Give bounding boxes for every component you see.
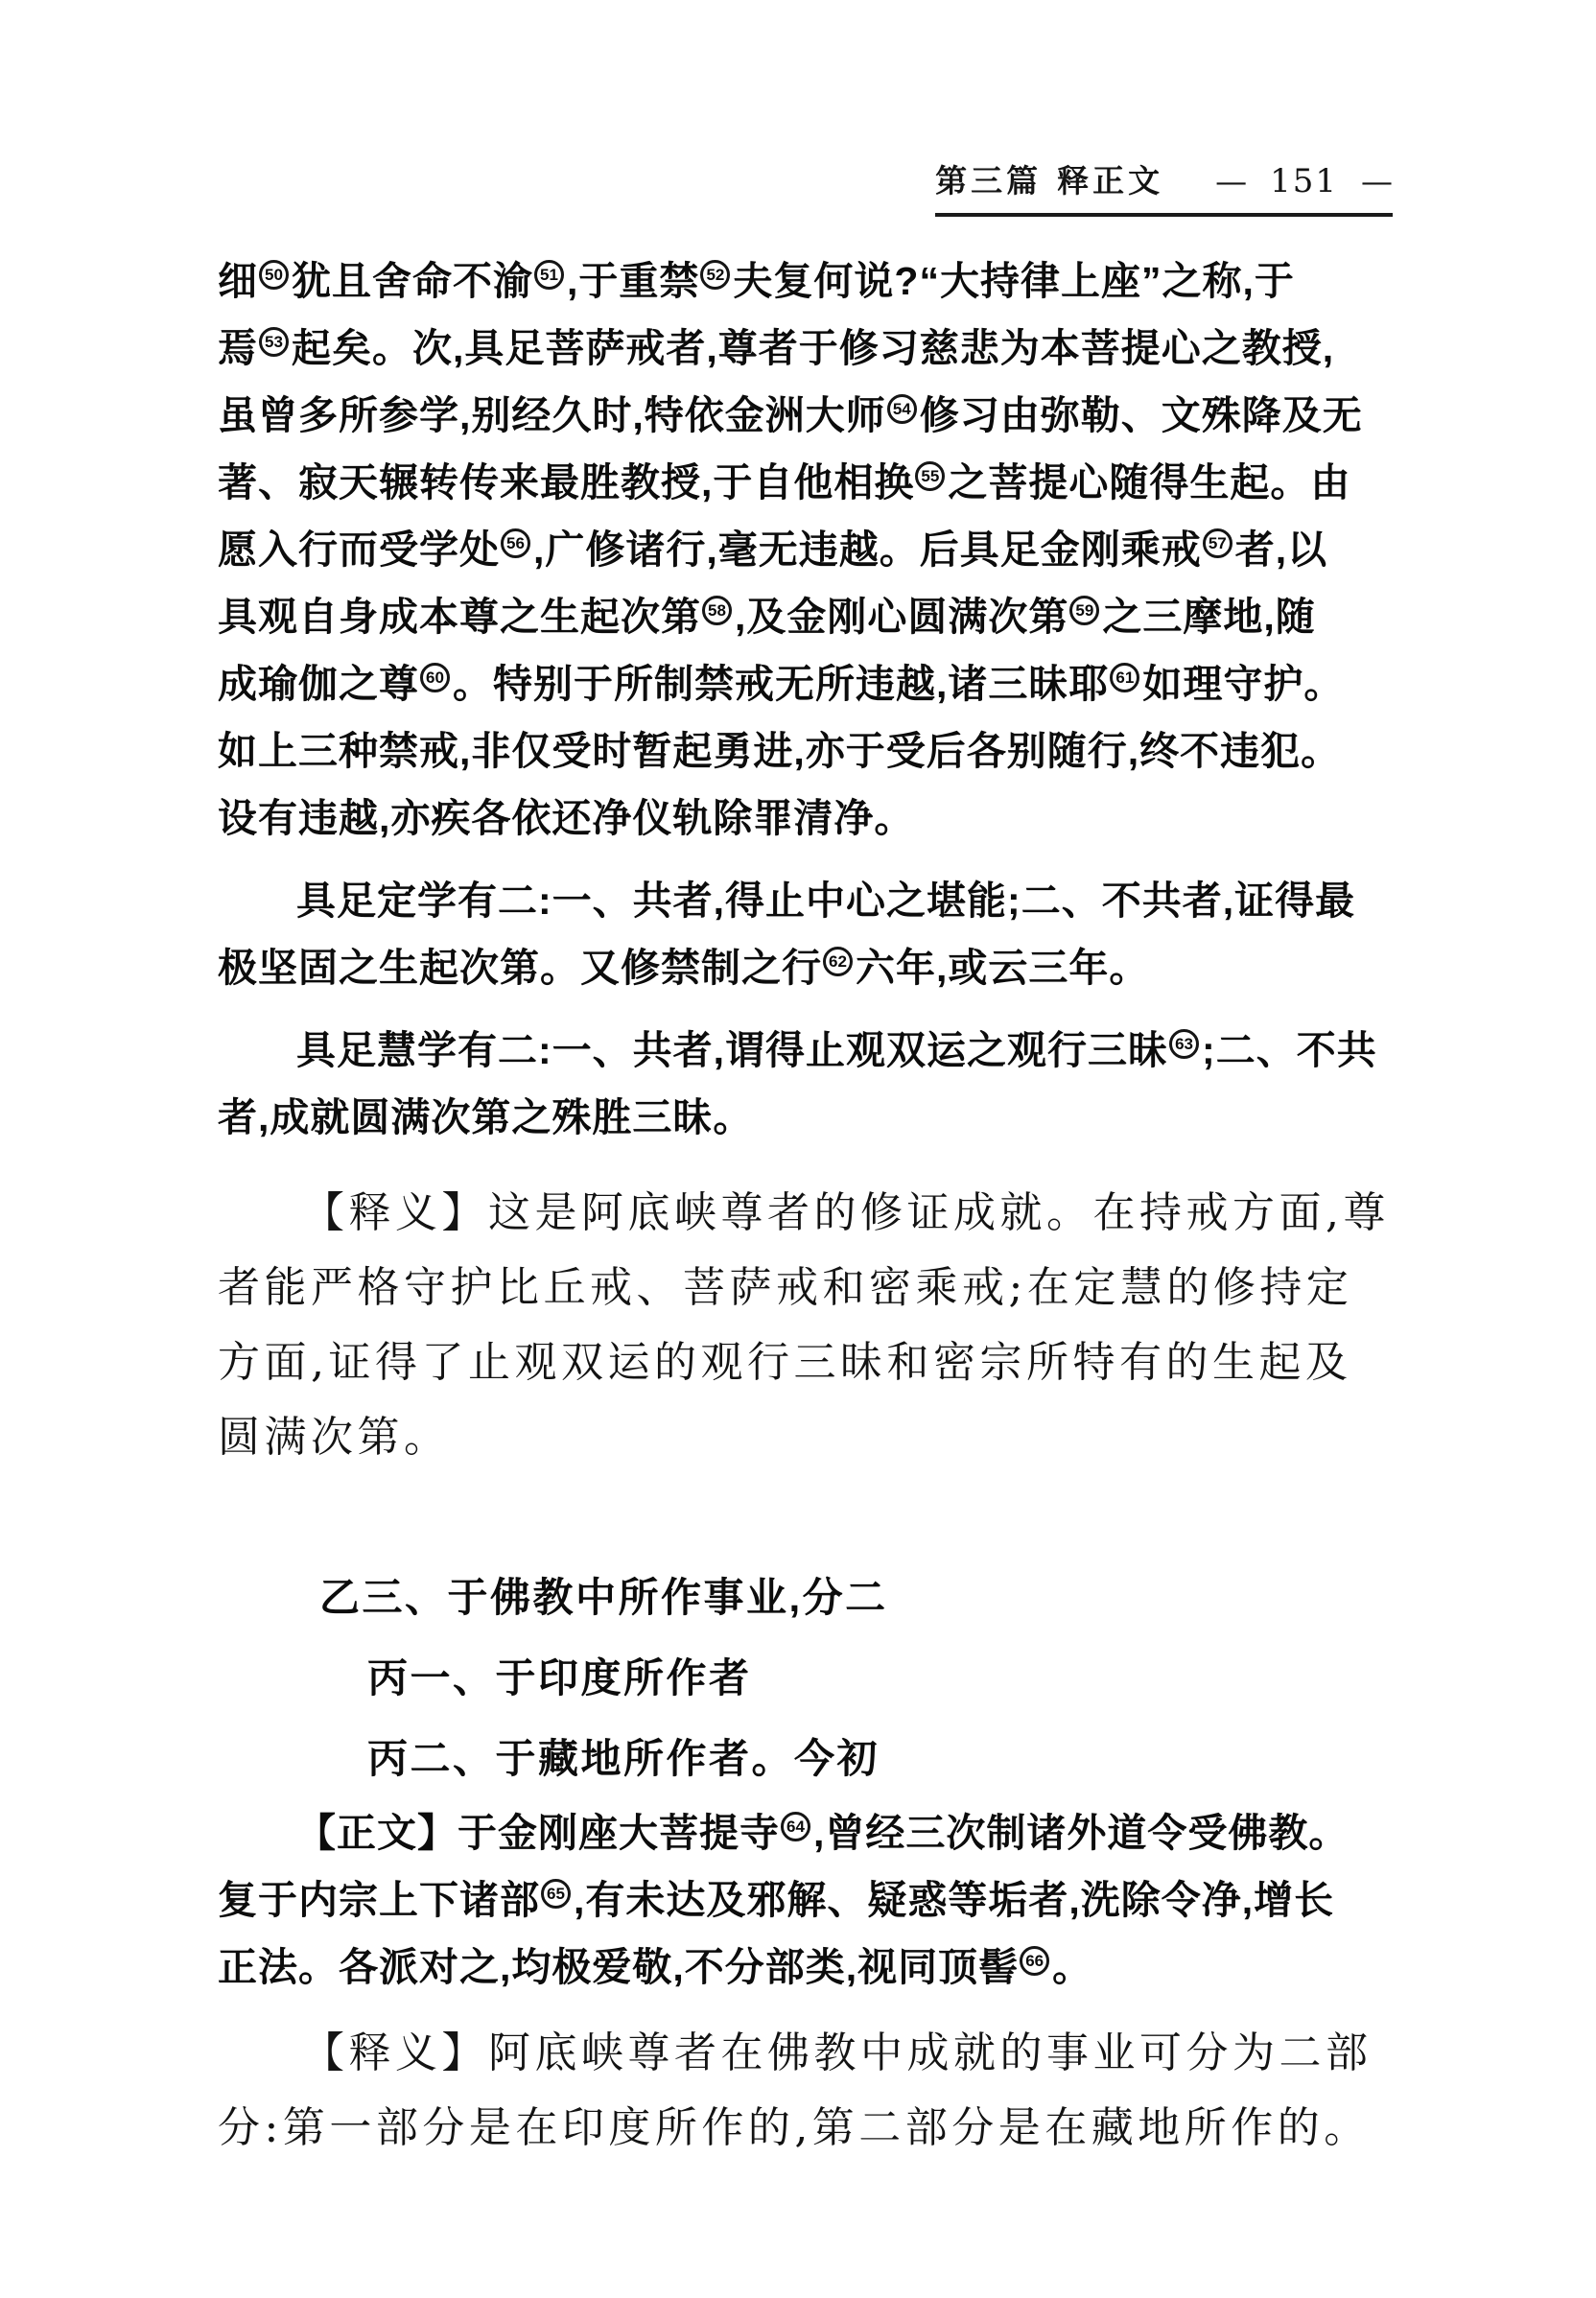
text-line: 愿入行而受学处 56 ,广修诸行,毫无违越。后具足金刚乘戒 57 者,以 [218,528,1328,572]
footnote-marker: 63 [1169,1029,1199,1059]
footnote-marker: 66 [1020,1946,1049,1976]
running-head [935,156,1393,217]
text-line: 虽曾多所参学,别经久时,特依金洲大师 54 修习由弥勒、文殊降及无 [218,393,1363,437]
running-head-dash-right: — [1361,162,1393,199]
text-line: 细 50 犹且舍命不渝 51 ,于重禁 52 夫复何说?“大持律上座”之称,于 [218,259,1295,303]
text-line: 【释义】阿底峡尊者在佛教中成就的事业可分为二部 [302,2028,1373,2077]
commentary-paragraph [218,1176,1407,1475]
text-line: 【释义】这是阿底峡尊者的修证成就。在持戒方面,尊 [302,1188,1390,1237]
scripture-paragraph [218,867,1407,1001]
footnote-marker: 53 [259,327,289,357]
footnote-marker: 52 [700,260,730,290]
footnote-marker: 60 [420,663,450,692]
footnote-marker: 65 [541,1879,571,1909]
footnote-marker: 57 [1203,528,1232,558]
footnote-marker: 51 [534,260,564,290]
footnote-marker: 50 [259,260,289,290]
footnote-marker: 58 [702,596,732,625]
page-body [218,247,1407,2166]
text-line: 设有违越,亦疾各依还净仪轨除罪清净。 [218,796,915,840]
scripture-paragraph [218,247,1407,852]
text-line: 具足慧学有二:一、共者,谓得止观双运之观行三昧 63 ;二、不共 [296,1028,1377,1072]
footnote-marker: 55 [915,461,945,491]
outline-headings [218,1558,1407,1799]
text-line: 著、寂天辗转传来最胜教授,于自他相换 55 之菩提心随得生起。由 [218,460,1351,504]
text-line: 极坚固之生起次第。又修禁制之行 62 六年,或云三年。 [218,946,1150,990]
footnote-marker: 59 [1069,596,1099,625]
text-line: 方面,证得了止观双运的观行三昧和密宗所特有的生起及 [218,1338,1352,1387]
running-head-dash-left: — [1215,162,1248,199]
footnote-marker: 61 [1110,663,1139,692]
footnote-marker: 62 [823,947,853,976]
footnote-marker: 64 [781,1812,810,1841]
commentary-paragraph [218,2016,1407,2166]
section-heading: 丙一、于印度所作者 [367,1655,752,1700]
text-line: 者能严格守护比丘戒、菩萨戒和密乘戒;在定慧的修持定 [218,1263,1353,1312]
section-heading: 乙三、于佛教中所作事业,分二 [319,1575,888,1620]
scripture-paragraph [218,1017,1407,1151]
text-line: 圆满次第。 [218,1413,451,1462]
running-head-section: 第三篇 [935,162,1043,199]
page-number: 151 [1270,162,1338,200]
text-line: 复于内宗上下诸部 65 ,有未达及邪解、疑惑等垢者,洗除令净,增长 [218,1878,1335,1922]
text-line: 【正文】于金刚座大菩提寺 64 ,曾经三次制诸外道令受佛教。 [296,1811,1350,1855]
text-line: 具足定学有二:一、共者,得止中心之堪能;二、不共者,证得最 [296,879,1356,923]
text-line: 如上三种禁戒,非仅受时暂起勇进,亦于受后各别随行,终不违犯。 [218,729,1342,773]
running-head-chapter: 释正文 [1057,162,1164,199]
page-header [935,156,1393,217]
text-line: 者,成就圆满次第之殊胜三昧。 [218,1095,754,1139]
section-heading: 丙二、于藏地所作者。今初 [367,1736,880,1781]
text-line: 具观自身成本尊之生起次第 58 ,及金刚心圆满次第 59 之三摩地,随 [218,595,1316,639]
text-line: 分:第一部分是在印度所作的,第二部分是在藏地所作的。 [218,2103,1371,2152]
footnote-marker: 54 [887,394,917,424]
scripture-paragraph [218,1799,1407,2001]
text-line: 成瑜伽之尊 60 。特别于所制禁戒无所违越,诸三昧耶 61 如理守护。 [218,662,1345,706]
text-line: 正法。各派对之,均极爱敬,不分部类,视同顶髻 66 。 [218,1945,1093,1989]
footnote-marker: 56 [501,528,530,558]
text-line: 焉 53 起矣。次,具足菩萨戒者,尊者于修习慈悲为本菩提心之教授, [218,326,1335,370]
